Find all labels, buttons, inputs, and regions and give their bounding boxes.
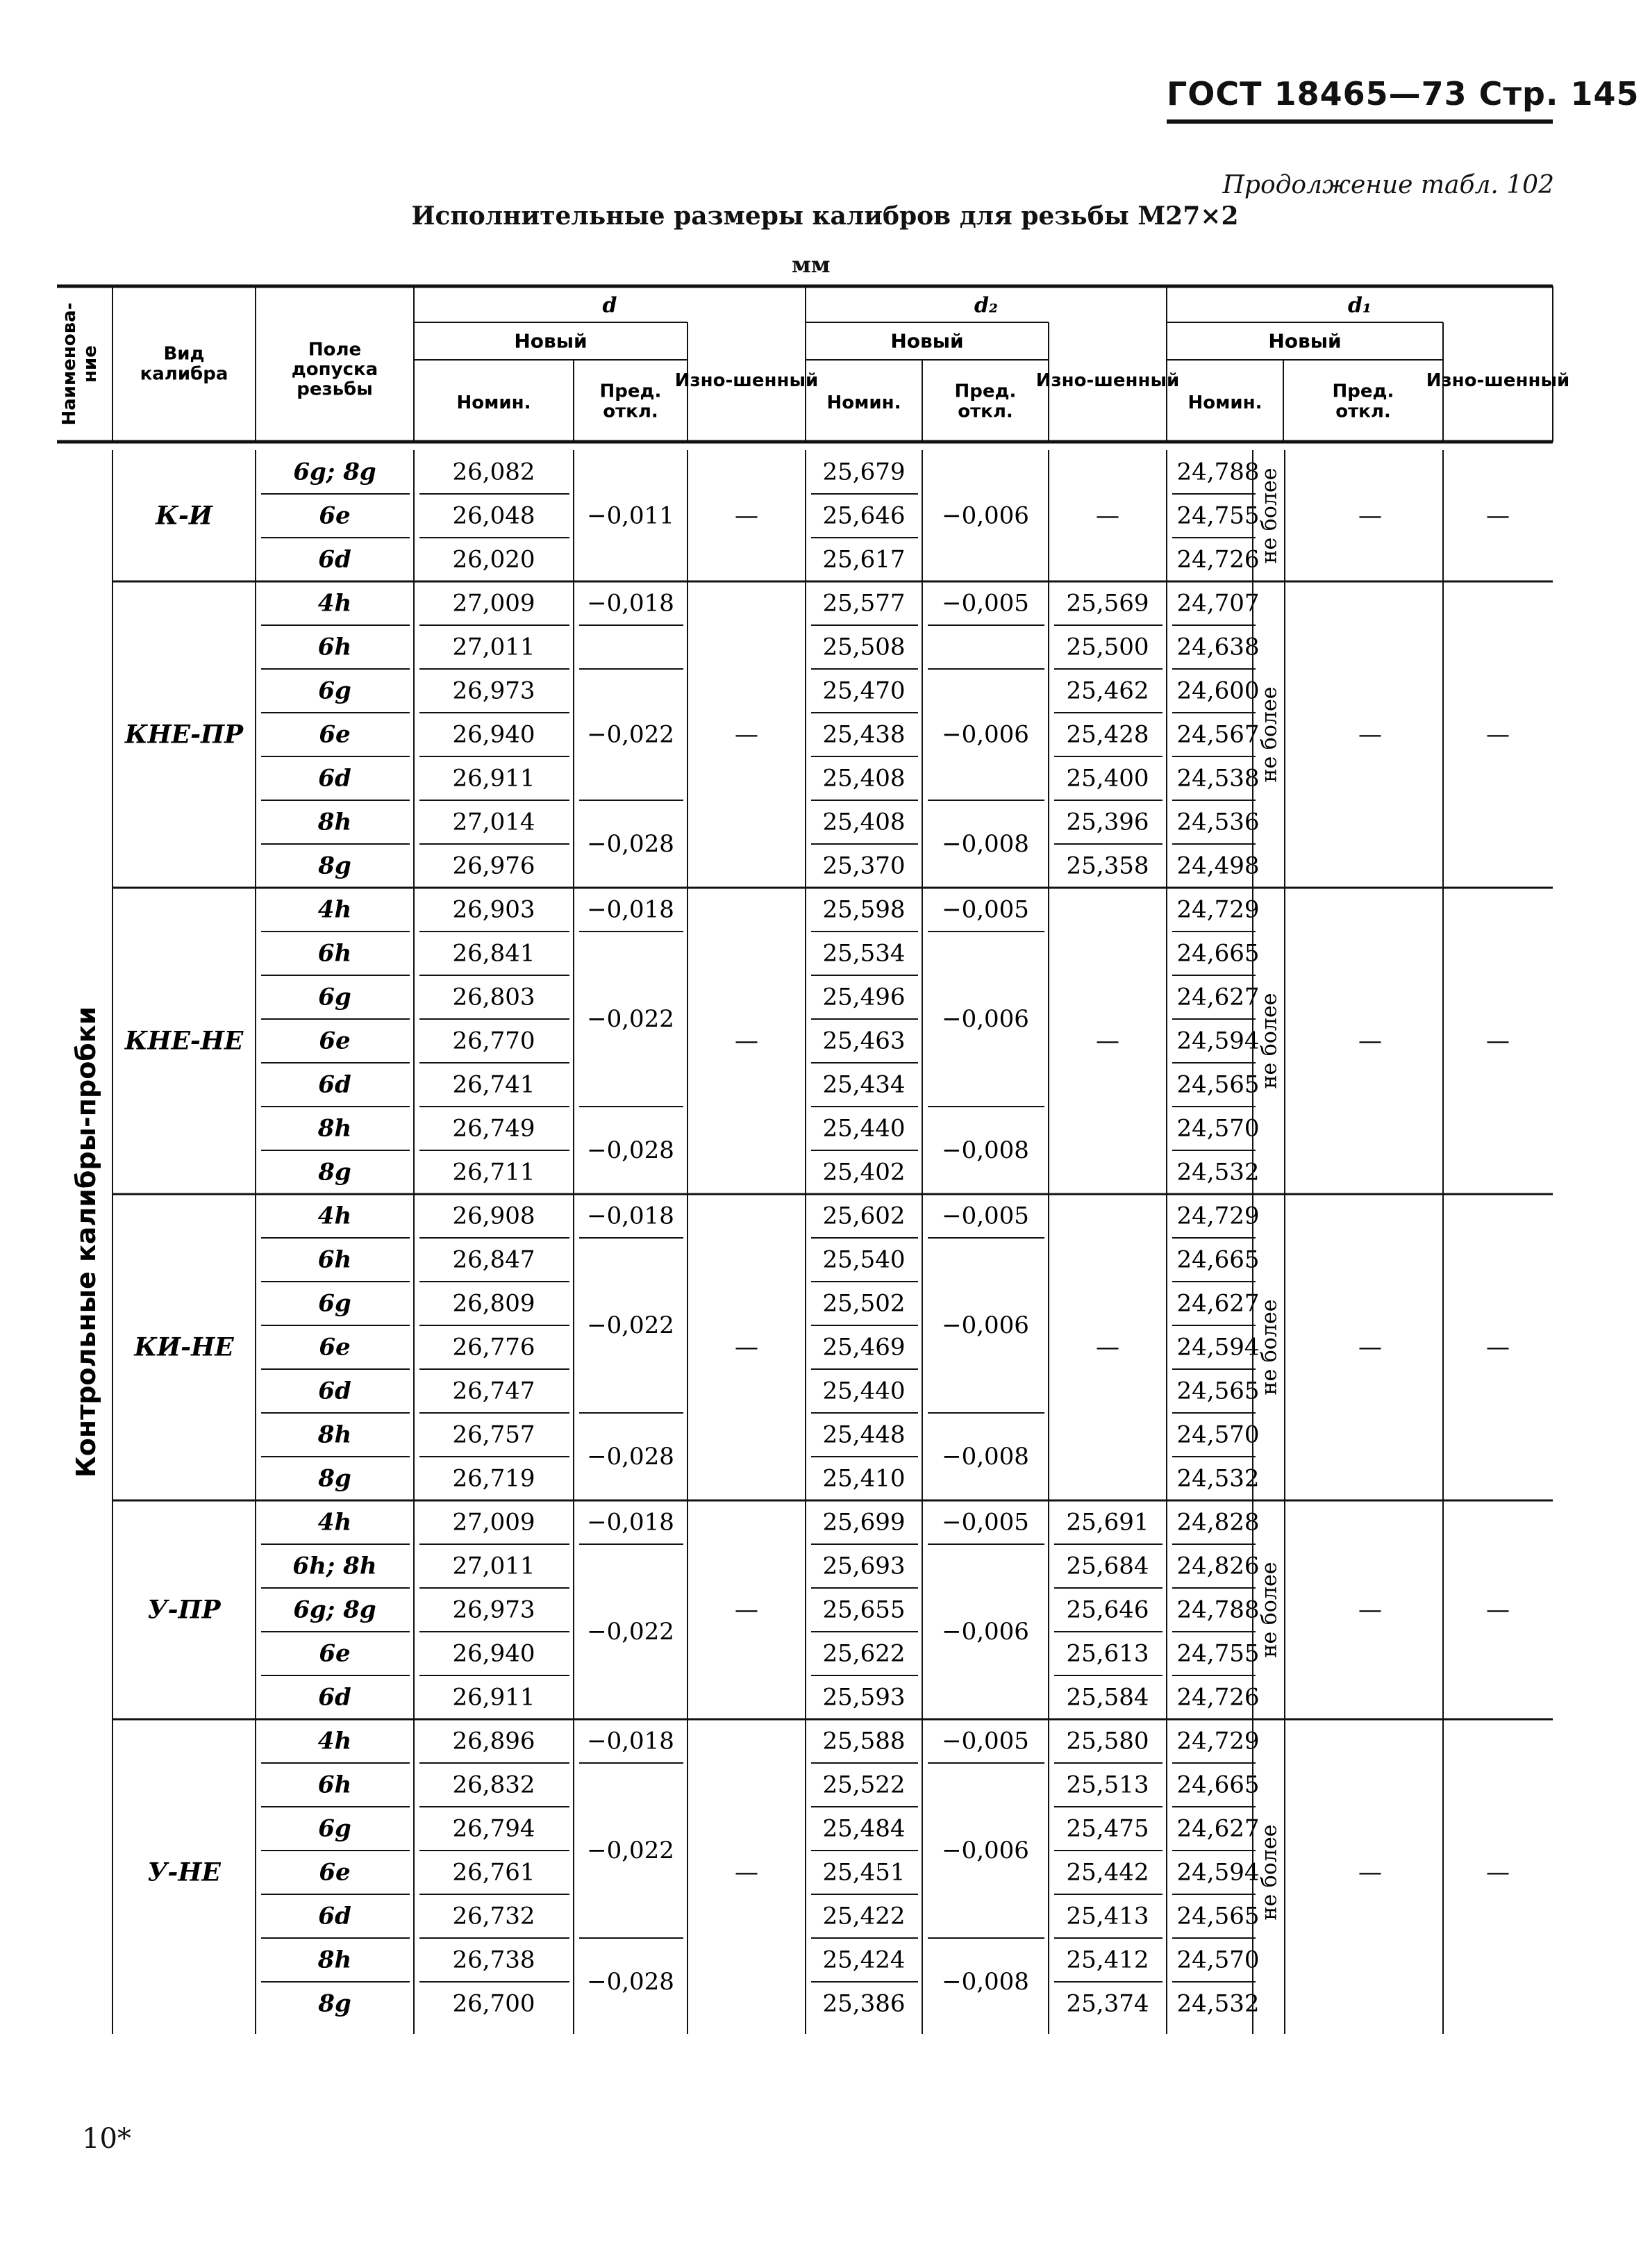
unit-label: мм [792,251,831,278]
field-cell: 8h [317,1114,352,1143]
d2-nominal-cell: 25,424 [822,1946,906,1974]
d2-nominal-cell: 25,540 [822,1245,906,1274]
d-nominal-cell: 26,761 [452,1858,535,1887]
col-header-d: d [602,293,617,318]
d1-nominal-cell: 24,826 [1176,1552,1260,1580]
d1-deviation-cell: не более [1257,467,1282,564]
d1-nominal-cell: 24,755 [1176,502,1260,530]
d2-worn-cell: 25,513 [1066,1771,1149,1799]
d2-nominal-cell: 25,617 [822,545,906,574]
d2-worn-cell: 25,396 [1066,808,1149,836]
d1-nominal-cell: 24,532 [1176,1464,1260,1493]
col-header-deviation: откл. [603,401,658,422]
d-nominal-cell: 26,903 [452,895,535,924]
d1-worn-cell: — [1358,1596,1382,1624]
d-nominal-cell: 26,048 [452,502,535,530]
col-header-worn: Изно-шенный [674,370,819,391]
d-nominal-cell: 26,940 [452,720,535,749]
field-cell: 6g [318,677,351,705]
d1-nominal-cell: 24,565 [1176,1902,1260,1930]
d2-nominal-cell: 25,693 [822,1552,906,1580]
d2-nominal-cell: 25,484 [822,1814,906,1843]
d2-worn-cell: 25,691 [1066,1508,1149,1537]
d2-deviation-cell: −0,006 [942,502,1029,530]
d2-deviation-cell: −0,006 [942,1005,1029,1033]
field-cell: 4h [317,1508,352,1537]
table-title: Исполнительные размеры калибров для резьбы М27×2 [411,201,1239,231]
d-worn-cell: — [735,502,758,530]
d-nominal-cell: 26,940 [452,1639,535,1668]
d2-nominal-cell: 25,655 [822,1596,906,1624]
d1-nominal-cell: 24,594 [1176,1027,1260,1055]
d2-deviation-cell: −0,006 [942,1311,1029,1339]
d1-nominal-cell: 24,665 [1176,1771,1260,1799]
d2-nominal-cell: 25,534 [822,939,906,968]
d2-deviation-cell: −0,005 [942,1202,1029,1230]
d2-nominal-cell: 25,370 [822,852,906,880]
d-nominal-cell: 26,911 [452,764,535,793]
gauge-kind-cell: У-НЕ [147,1857,221,1887]
col-header-kind: калибра [140,363,228,385]
d-nominal-cell: 26,747 [452,1377,535,1405]
d2-worn-cell: 25,442 [1066,1858,1149,1887]
d2-deviation-cell: −0,005 [942,1508,1029,1537]
d2-nominal-cell: 25,622 [822,1639,906,1668]
field-cell: 6g; 8g [293,458,376,486]
d1-nominal-cell: 24,565 [1176,1070,1260,1099]
d2-nominal-cell: 25,577 [822,589,906,618]
d2-deviation-cell: −0,008 [942,1136,1029,1164]
field-cell: 6d [318,1902,351,1930]
d2-worn-cell: — [1096,1333,1119,1361]
d2-worn-cell: 25,613 [1066,1639,1149,1668]
col-header-d2: d₂ [974,293,999,318]
category-label: Контрольные калибры-пробки [71,1006,101,1478]
d1-deviation-cell: не более [1257,993,1282,1089]
d2-nominal-cell: 25,508 [822,633,906,661]
d-nominal-cell: 26,757 [452,1421,535,1449]
gauge-kind-cell: КНЕ-ПР [124,720,244,750]
d-nominal-cell: 26,809 [452,1289,535,1318]
d2-worn-cell: 25,580 [1066,1727,1149,1755]
field-cell: 6d [318,764,351,793]
gauge-kind-cell: КИ-НЕ [134,1332,234,1362]
d2-nominal-cell: 25,386 [822,1989,906,2018]
d2-worn-cell: 25,400 [1066,764,1149,793]
d1-nominal-cell: 24,565 [1176,1377,1260,1405]
col-header-new: Новый [514,329,588,353]
d1-nominal-cell: 24,638 [1176,633,1260,661]
d2-worn-cell: 25,358 [1066,852,1149,880]
d-deviation-cell: −0,022 [587,1005,674,1033]
field-cell: 8g [318,852,351,880]
field-cell: 8g [318,1989,351,2018]
d2-nominal-cell: 25,440 [822,1377,906,1405]
d2-deviation-cell: −0,006 [942,720,1029,749]
d1-nominal-cell: 24,536 [1176,808,1260,836]
field-cell: 8h [317,1946,352,1974]
d1-nominal-cell: 24,729 [1176,1202,1260,1230]
field-cell: 8g [318,1464,351,1493]
col-header-deviation: откл. [958,401,1013,422]
d1-nominal-cell: 24,665 [1176,1245,1260,1274]
d-worn-cell: — [735,720,758,749]
d-nominal-cell: 26,741 [452,1070,535,1099]
col-header-deviation: откл. [1335,401,1391,422]
d1-worn-cell: — [1358,720,1382,749]
field-cell: 6d [318,1377,351,1405]
d2-worn-cell: 25,428 [1066,720,1149,749]
d1-worn-cell: — [1358,1333,1382,1361]
d-nominal-cell: 26,911 [452,1683,535,1712]
d2-deviation-cell: −0,006 [942,1837,1029,1864]
d1-nominal-cell: 24,532 [1176,1989,1260,2018]
field-cell: 8h [317,808,352,836]
d2-nominal-cell: 25,469 [822,1333,906,1361]
d1-nominal-cell: 24,570 [1176,1946,1260,1974]
d1-nominal-cell: 24,567 [1176,720,1260,749]
d-nominal-cell: 26,770 [452,1027,535,1055]
d-nominal-cell: 26,976 [452,852,535,880]
d1-deviation-cell: не более [1257,1562,1282,1658]
field-cell: 6e [319,502,351,530]
d1-nominal-cell: 24,532 [1176,1158,1260,1186]
field-cell: 6h [317,939,352,968]
standard-reference: ГОСТ 18465—73 Стр. 145 [1167,75,1640,113]
d2-worn-cell: — [1096,1027,1119,1055]
d-deviation-cell: −0,022 [587,720,674,749]
field-cell: 6g; 8g [293,1596,376,1624]
d2-nominal-cell: 25,451 [822,1858,906,1887]
col-header-deviation: Пред. [599,381,662,402]
d1-worn-cell: — [1486,720,1510,749]
d2-nominal-cell: 25,422 [822,1902,906,1930]
field-cell: 6d [318,1070,351,1099]
d1-nominal-cell: 24,788 [1176,1596,1260,1624]
d2-nominal-cell: 25,522 [822,1771,906,1799]
d-nominal-cell: 26,841 [452,939,535,968]
d2-worn-cell: 25,413 [1066,1902,1149,1930]
d-deviation-cell: −0,028 [587,1136,674,1164]
field-cell: 6d [318,545,351,574]
d1-nominal-cell: 24,665 [1176,939,1260,968]
field-cell: 6e [319,1333,351,1361]
d2-worn-cell: — [1096,502,1119,530]
d-deviation-cell: −0,022 [587,1311,674,1339]
field-cell: 4h [317,1727,352,1755]
d2-nominal-cell: 25,679 [822,458,906,486]
d2-nominal-cell: 25,699 [822,1508,906,1537]
d1-nominal-cell: 24,755 [1176,1639,1260,1668]
d1-worn-cell: — [1358,502,1382,530]
d-worn-cell: — [735,1333,758,1361]
field-cell: 4h [317,589,352,618]
field-cell: 6e [319,1639,351,1668]
d-deviation-cell: −0,028 [587,1968,674,1996]
d2-worn-cell: 25,584 [1066,1683,1149,1712]
d2-nominal-cell: 25,402 [822,1158,906,1186]
d2-worn-cell: 25,646 [1066,1596,1149,1624]
field-cell: 6g [318,1814,351,1843]
col-header-name: ние [80,345,101,383]
d1-deviation-cell: не более [1257,1824,1282,1921]
d1-nominal-cell: 24,600 [1176,677,1260,705]
d2-nominal-cell: 25,502 [822,1289,906,1318]
d-nominal-cell: 26,719 [452,1464,535,1493]
d2-nominal-cell: 25,588 [822,1727,906,1755]
d2-deviation-cell: −0,005 [942,895,1029,924]
d-nominal-cell: 26,738 [452,1946,535,1974]
d1-worn-cell: — [1486,1027,1510,1055]
d2-nominal-cell: 25,463 [822,1027,906,1055]
d-deviation-cell: −0,018 [587,589,674,618]
d2-deviation-cell: −0,005 [942,1727,1029,1755]
d-nominal-cell: 27,011 [452,1552,535,1580]
d2-nominal-cell: 25,408 [822,764,906,793]
d1-worn-cell: — [1358,1858,1382,1887]
gauge-kind-cell: К-И [156,501,212,531]
d2-deviation-cell: −0,008 [942,830,1029,858]
d-deviation-cell: −0,018 [587,1727,674,1755]
field-cell: 4h [317,895,352,924]
field-cell: 4h [317,1202,352,1230]
d-deviation-cell: −0,018 [587,1508,674,1537]
d-deviation-cell: −0,022 [587,1618,674,1646]
d1-worn-cell: — [1358,1027,1382,1055]
d1-nominal-cell: 24,729 [1176,1727,1260,1755]
d-nominal-cell: 26,908 [452,1202,535,1230]
d2-nominal-cell: 25,438 [822,720,906,749]
d2-deviation-cell: −0,008 [942,1968,1029,1996]
d2-worn-cell: 25,684 [1066,1552,1149,1580]
d1-worn-cell: — [1486,502,1510,530]
d2-nominal-cell: 25,434 [822,1070,906,1099]
d1-nominal-cell: 24,729 [1176,895,1260,924]
col-header-d1: d₁ [1347,293,1372,318]
d1-nominal-cell: 24,570 [1176,1114,1260,1143]
d2-worn-cell: 25,374 [1066,1989,1149,2018]
col-header-deviation: Пред. [1332,381,1394,402]
d1-nominal-cell: 24,788 [1176,458,1260,486]
col-header-field: допуска [291,359,378,380]
d-nominal-cell: 26,700 [452,1989,535,2018]
d2-nominal-cell: 25,470 [822,677,906,705]
d1-nominal-cell: 24,726 [1176,1683,1260,1712]
col-header-field: резьбы [297,379,373,400]
d2-worn-cell: 25,500 [1066,633,1149,661]
d2-deviation-cell: −0,008 [942,1443,1029,1471]
d1-nominal-cell: 24,594 [1176,1858,1260,1887]
d-worn-cell: — [735,1858,758,1887]
field-cell: 6e [319,720,351,749]
d2-deviation-cell: −0,006 [942,1618,1029,1646]
d1-deviation-cell: не более [1257,1299,1282,1396]
d-nominal-cell: 26,803 [452,983,535,1011]
d-deviation-cell: −0,028 [587,830,674,858]
d-nominal-cell: 26,973 [452,1596,535,1624]
col-header-name: Наименова- [59,302,80,426]
d1-worn-cell: — [1486,1596,1510,1624]
d2-deviation-cell: −0,005 [942,589,1029,618]
d2-worn-cell: 25,412 [1066,1946,1149,1974]
d-worn-cell: — [735,1596,758,1624]
d-nominal-cell: 26,082 [452,458,535,486]
d1-nominal-cell: 24,594 [1176,1333,1260,1361]
col-header-worn: Изно-шенный [1035,370,1180,391]
d-nominal-cell: 26,896 [452,1727,535,1755]
field-cell: 8h [317,1421,352,1449]
d1-nominal-cell: 24,627 [1176,983,1260,1011]
gauge-kind-cell: У-ПР [147,1595,221,1625]
d-nominal-cell: 26,973 [452,677,535,705]
d-deviation-cell: −0,018 [587,1202,674,1230]
table-continuation-note: Продолжение табл. 102 [1222,171,1554,199]
field-cell: 6h; 8h [292,1552,377,1580]
d2-nominal-cell: 25,598 [822,895,906,924]
d2-nominal-cell: 25,646 [822,502,906,530]
d-worn-cell: — [735,1027,758,1055]
d-deviation-cell: −0,022 [587,1837,674,1864]
d2-worn-cell: 25,462 [1066,677,1149,705]
col-header-nominal: Номин. [456,392,531,413]
d-nominal-cell: 26,832 [452,1771,535,1799]
d1-nominal-cell: 24,627 [1176,1289,1260,1318]
d-nominal-cell: 26,749 [452,1114,535,1143]
d2-nominal-cell: 25,593 [822,1683,906,1712]
d-nominal-cell: 27,014 [452,808,535,836]
d2-worn-cell: 25,569 [1066,589,1149,618]
d1-nominal-cell: 24,570 [1176,1421,1260,1449]
d2-nominal-cell: 25,408 [822,808,906,836]
field-cell: 6h [317,633,352,661]
d-nominal-cell: 26,794 [452,1814,535,1843]
d2-nominal-cell: 25,448 [822,1421,906,1449]
d-deviation-cell: −0,011 [587,502,674,530]
field-cell: 6g [318,1289,351,1318]
d-nominal-cell: 26,020 [452,545,535,574]
col-header-new: Новый [890,329,964,353]
col-header-kind: Вид [163,343,205,365]
col-header-new: Новый [1268,329,1342,353]
d1-worn-cell: — [1486,1333,1510,1361]
d-deviation-cell: −0,028 [587,1443,674,1471]
d1-nominal-cell: 24,498 [1176,852,1260,880]
field-cell: 6e [319,1858,351,1887]
d1-deviation-cell: не более [1257,686,1282,783]
col-header-nominal: Номин. [826,392,901,413]
field-cell: 6e [319,1027,351,1055]
d1-nominal-cell: 24,707 [1176,589,1260,618]
d1-nominal-cell: 24,726 [1176,545,1260,574]
field-cell: 6h [317,1771,352,1799]
gauge-kind-cell: КНЕ-НЕ [124,1026,244,1056]
d2-nominal-cell: 25,410 [822,1464,906,1493]
d-nominal-cell: 27,009 [452,1508,535,1537]
d-nominal-cell: 27,009 [452,589,535,618]
d-nominal-cell: 26,847 [452,1245,535,1274]
d-nominal-cell: 26,732 [452,1902,535,1930]
d-nominal-cell: 26,711 [452,1158,535,1186]
col-header-worn: Изно-шенный [1426,370,1570,391]
d1-nominal-cell: 24,538 [1176,764,1260,793]
d-nominal-cell: 26,776 [452,1333,535,1361]
d-nominal-cell: 27,011 [452,633,535,661]
d2-nominal-cell: 25,602 [822,1202,906,1230]
field-cell: 8g [318,1158,351,1186]
d1-nominal-cell: 24,627 [1176,1814,1260,1843]
d2-worn-cell: 25,475 [1066,1814,1149,1843]
d-deviation-cell: −0,018 [587,895,674,924]
d2-nominal-cell: 25,440 [822,1114,906,1143]
field-cell: 6d [318,1683,351,1712]
d2-nominal-cell: 25,496 [822,983,906,1011]
d1-nominal-cell: 24,828 [1176,1508,1260,1537]
col-header-nominal: Номин. [1188,392,1262,413]
field-cell: 6h [317,1245,352,1274]
d1-worn-cell: — [1486,1858,1510,1887]
col-header-deviation: Пред. [954,381,1017,402]
page-mark: 10* [82,2123,131,2155]
col-header-field: Поле [308,339,362,361]
field-cell: 6g [318,983,351,1011]
